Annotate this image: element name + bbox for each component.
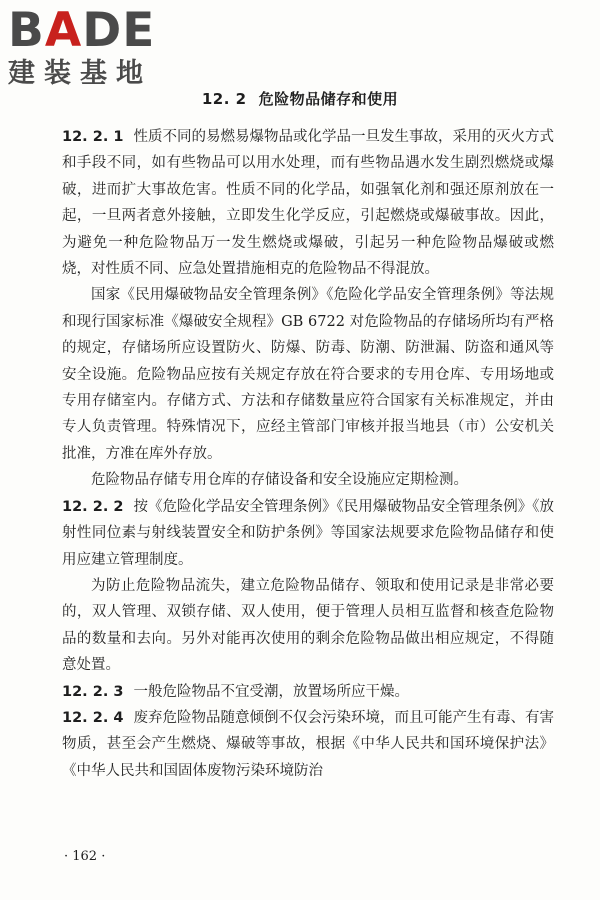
clause-number: 12. 2. 1 — [62, 129, 124, 145]
bade-logo — [8, 3, 178, 90]
clause-paragraph — [62, 679, 554, 705]
logo-letters-de: DE — [82, 3, 156, 58]
logo-subtitle: 建装基地 — [8, 58, 152, 89]
paragraph-text: 按《危险化学品安全管理条例》《民用爆破物品安全管理条例》《放射性同位素与射线装置安全和防护条例》等国家法规要求危险物品储存和使用应建立管理制度。 — [62, 498, 554, 568]
paragraph-text: 为防止危险物品流失，建立危险物品储存、领取和使用记录是非常必要的，双人管理、双锁存储、双人使用，便于管理人员相互监督和核查危险物品的数量和去向。另外对能再次使用的剩余危险物品做出相应规定，不得随意处置。 — [62, 577, 554, 674]
paragraph-text: 一般危险物品不宜受潮，放置场所应干燥。 — [133, 683, 409, 700]
clause-paragraph — [62, 705, 554, 784]
paragraph-text: 国家《民用爆破物品安全管理条例》《危险化学品安全管理条例》等法规和现行国家标准《爆破安全规程》GB 6722 对危险物品的存储场所均有严格的规定，存储场所应设置防火、防爆、防毒、防潮、防泄漏、防盗和通风等安全设施。危险物品应按有关规定存放在符合要求的专用仓库、专用场地或专用存储室内。存储方式、方法和存储数量应符合国家有关标准规定，并由专人负责管理。特殊情况下，应经主管部门审核并报当地县（市）公安机关批准，方准在库外存放。 — [62, 287, 554, 462]
clause-paragraph — [62, 124, 554, 282]
section-heading — [0, 88, 600, 110]
body-text — [62, 124, 554, 784]
logo-letter-a: A — [44, 3, 83, 58]
paragraph-text: 废弃危险物品随意倾倒不仅会污染环境，而且可能产生有毒、有害物质，甚至会产生燃烧、爆破等事故，根据《中华人民共和国环境保护法》《中华人民共和国固体废物污染环境防治 — [62, 709, 554, 779]
clause-number: 12. 2. 3 — [62, 683, 124, 700]
page-number: · 162 · — [64, 849, 106, 864]
clause-number: 12. 2. 2 — [62, 498, 124, 515]
logo-mark — [8, 3, 178, 58]
paragraph-text: 性质不同的易燃易爆物品或化学品一旦发生事故，采用的灭火方式和手段不同，如有些物品可以用水处理，而有些物品遇水发生剧烈燃烧或爆破，进而扩大事故危害。性质不同的化学品，如强氧化剂和强还原剂放在一起，一旦两者意外接触，立即发生化学反应，引起燃烧或爆破事故。因此，为避免一种危险物品万一发生燃烧或爆破，引起另一种危险物品爆破或燃烧，对性质不同、应急处置措施相克的危险物品不得混放。 — [62, 129, 554, 278]
clause-number: 12. 2. 4 — [62, 709, 124, 726]
paragraph — [62, 573, 554, 679]
section-number: 12. 2 — [201, 90, 247, 108]
paragraph-text: 危险物品存储专用仓库的存储设备和安全设施应定期检测。 — [91, 472, 468, 489]
logo-letter-b: B — [8, 3, 45, 58]
paragraph — [62, 467, 554, 493]
paragraph — [62, 282, 554, 467]
clause-paragraph — [62, 494, 554, 573]
section-title: 危险物品储存和使用 — [258, 90, 399, 108]
